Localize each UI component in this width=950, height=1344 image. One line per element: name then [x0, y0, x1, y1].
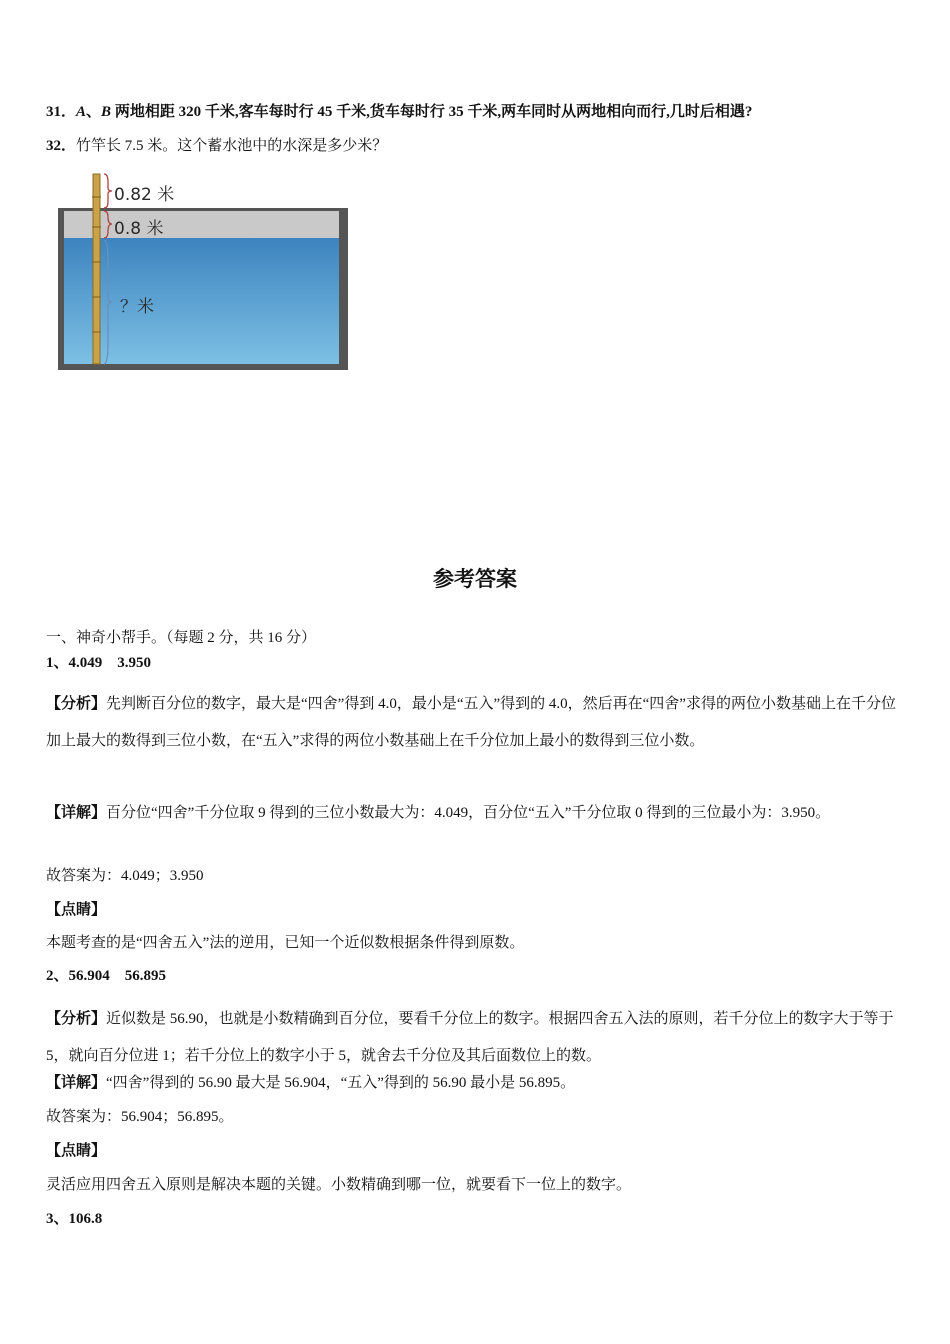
answer-2-analysis [46, 1001, 908, 1075]
question-text: 两地相距 320 千米,客车每时行 45 千米,货车每时行 35 千米,两车同时从两地相向而行,几时后相遇? [111, 104, 753, 120]
page-title: 参考答案 [433, 567, 517, 591]
answer-1-final: 故答案为：4.049；3.950 [46, 868, 204, 884]
answer-1-head: 1、4.049 3.950 [46, 655, 152, 671]
analysis-text: 近似数是 56.90，也就是小数精确到百分位，要看千分位上的数字。根据四舍五入法的原则，若千分位上的数字大于等于 5，就向百分位进 1；若千分位上的数字小于 5，就舍去千分位及其后面数位上的数。 [46, 1011, 894, 1064]
bamboo-pole [93, 174, 100, 364]
water [64, 238, 339, 364]
question-number: 31． [46, 104, 77, 120]
answer-1-detail [46, 795, 908, 832]
detail-tag: 【详解】 [46, 1075, 107, 1091]
answer-1-comment-tag: 【点睛】 [46, 902, 107, 918]
analysis-tag: 【分析】 [46, 1011, 107, 1027]
answer-1-comment: 本题考查的是“四舍五入”法的逆用，已知一个近似数根据条件得到原数。 [46, 935, 525, 951]
air-gap [64, 211, 339, 238]
point-a: A [76, 104, 87, 120]
point-b: B [101, 104, 112, 120]
label-water-depth: ？米 [120, 297, 154, 317]
answer-2-comment-tag: 【点睛】 [46, 1143, 107, 1159]
pool-illustration [58, 172, 348, 370]
answer-2-detail [46, 1073, 910, 1093]
label-air-gap: 0.8 米 [114, 219, 164, 239]
analysis-tag: 【分析】 [46, 696, 107, 712]
analysis-text: 先判断百分位的数字，最大是“四舍”得到 4.0，最小是“五入”得到的 4.0，然后再在“四舍”求得的两位小数基础上在千分位加上最大的数得到三位小数，在“五入”求得的两位小数基础上在千分位加上最小的数得到三位小数。 [46, 696, 896, 749]
detail-text: 百分位“四舍”千分位取 9 得到的三位小数最大为：4.049，百分位“五入”千分位取 0 得到的三位最小为：3.950。 [106, 805, 831, 821]
question-number: 32． [46, 138, 77, 154]
question-31 [46, 102, 910, 122]
pool-figure [58, 172, 348, 370]
answer-3-head: 3、106.8 [46, 1211, 103, 1227]
separator: 、 [86, 104, 102, 120]
answer-2-final: 故答案为：56.904；56.895。 [46, 1109, 234, 1125]
question-text: 竹竿长 7.5 米。这个蓄水池中的水深是多少米？ [76, 138, 388, 154]
detail-text: “四舍”得到的 56.90 最大是 56.904，“五入”得到的 56.90 最小是 56.895。 [106, 1075, 576, 1091]
question-32 [46, 136, 910, 156]
answer-2-comment: 灵活应用四舍五入原则是解决本题的关键。小数精确到哪一位，就要看下一位上的数字。 [46, 1177, 632, 1193]
detail-tag: 【详解】 [46, 805, 107, 821]
section-heading: 一、神奇小帮手。（每题 2 分，共 16 分） [46, 630, 317, 646]
label-above-water-top: 0.82 米 [114, 185, 175, 205]
answer-1-analysis [46, 686, 908, 760]
answer-2-head: 2、56.904 56.895 [46, 968, 167, 984]
